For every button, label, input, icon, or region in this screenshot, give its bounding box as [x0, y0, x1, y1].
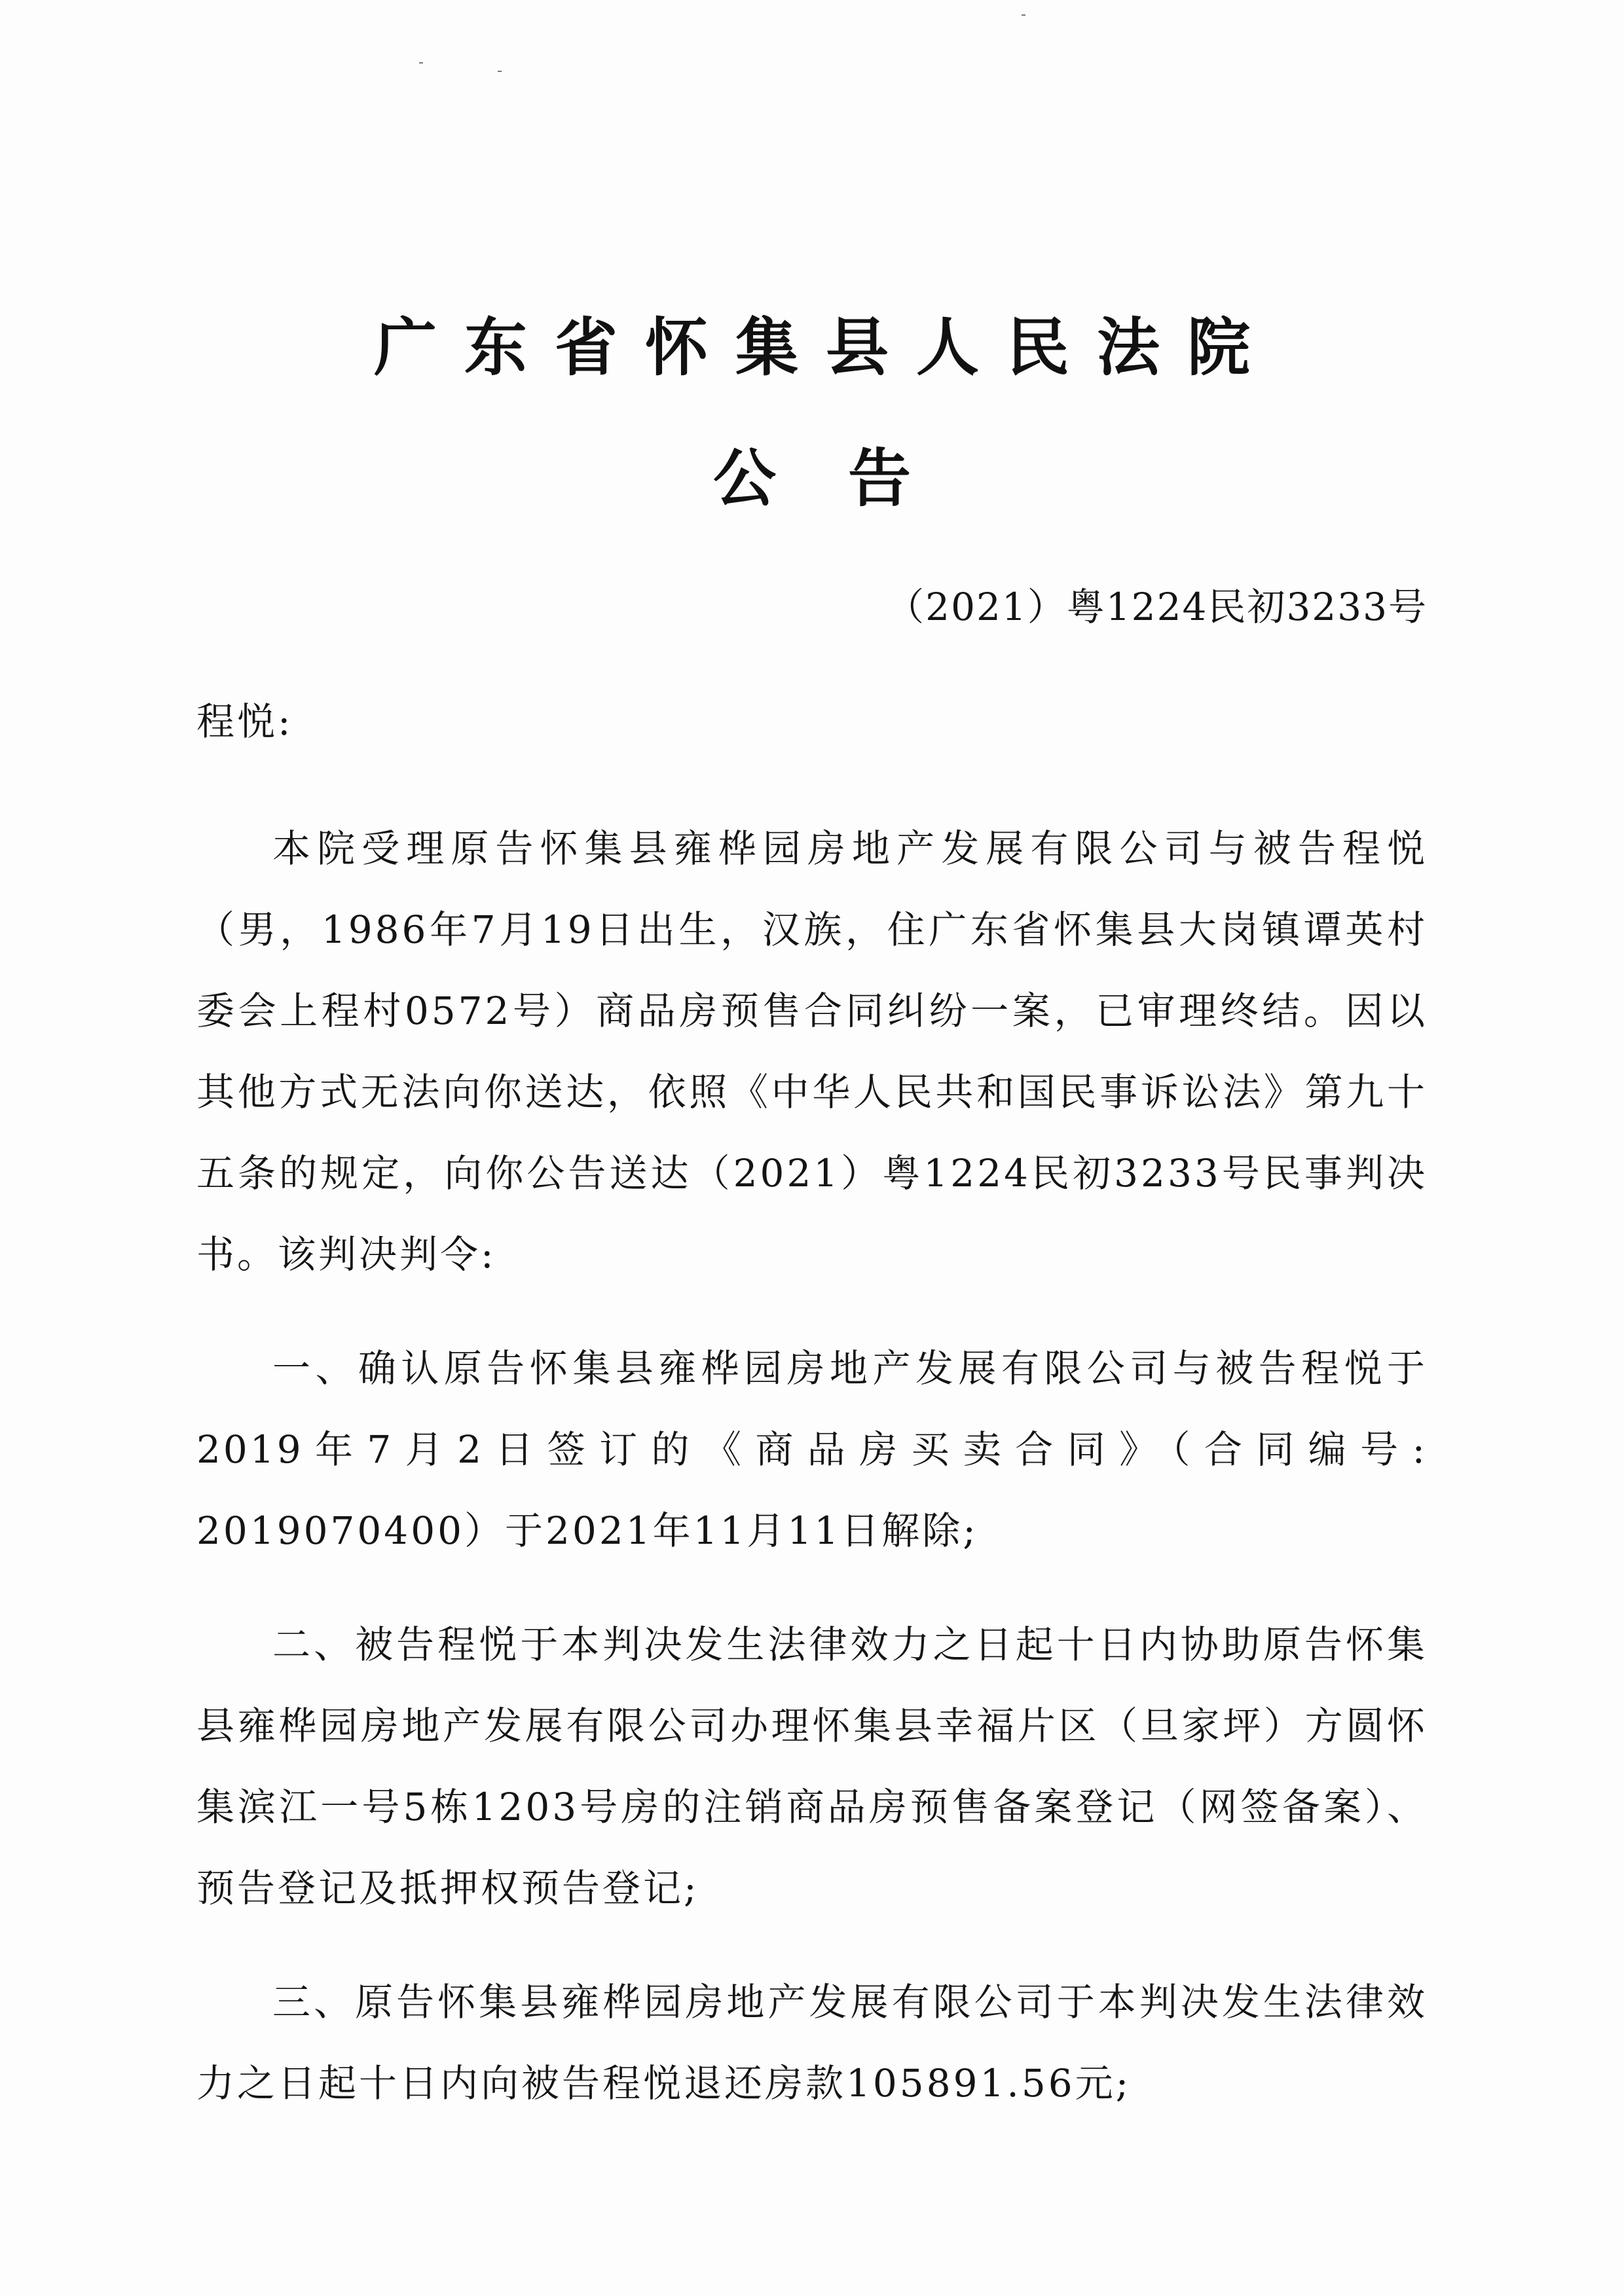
scan-speck — [498, 71, 502, 72]
judgment-item-2: 二、被告程悦于本判决发生法律效力之日起十日内协助原告怀集县雍桦园房地产发展有限公司办理怀集县幸福片区（旦家坪）方圆怀集滨江一号5栋1203号房的注销商品房预售备案登记（网签备案）、预告登记及抵押权预告登记; — [196, 1622, 1428, 1910]
court-title: 广东省怀集县人民法院 — [374, 311, 1278, 384]
judgment-item-1: 一、确认原告怀集县雍桦园房地产发展有限公司与被告程悦于2019年7月2日签订的《商品房买卖合同》（合同编号: 2019070400）于2021年11月11日解除; — [196, 1346, 1428, 1553]
scan-speck — [419, 62, 423, 64]
scan-speck — [1022, 14, 1025, 16]
intro-paragraph: 本院受理原告怀集县雍桦园房地产发展有限公司与被告程悦（男，1986年7月19日出生，汉族，住广东省怀集县大岗镇谭英村委会上程村0572号）商品房预售合同纠纷一案，已审理终结。因以其他方式无法向你送达，依照《中华人民共和国民事诉讼法》第九十五条的规定，向你公告送达（2021）粤1224民初3233号民事判决书。该判决判令: — [196, 826, 1428, 1277]
document-body — [196, 681, 1428, 2124]
notice-title: 公告 — [713, 442, 983, 515]
case-number: （2021）粤1224民初3233号 — [886, 585, 1428, 629]
judgment-item-3: 三、原告怀集县雍桦园房地产发展有限公司于本判决发生法律效力之日起十日内向被告程悦退还房款105891.56元; — [196, 1980, 1428, 2105]
addressee: 程悦: — [196, 699, 293, 744]
